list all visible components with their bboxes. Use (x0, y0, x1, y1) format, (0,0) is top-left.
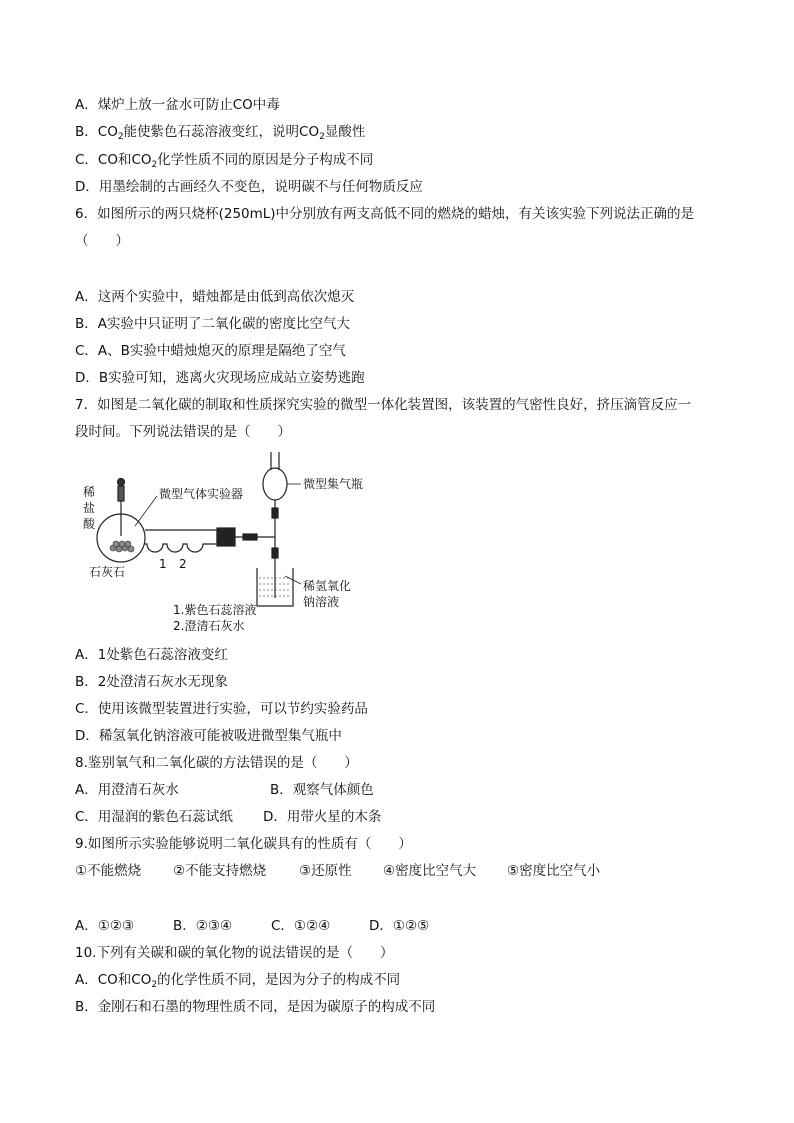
q9-option-a: A．①②③ (75, 918, 135, 934)
q9-prop-3: ③还原性 (299, 863, 352, 879)
q5-option-c: C．CO和$CO_2$化学性质不同的原因是分子构成不同 (75, 152, 374, 170)
q9-prop-1: ①不能燃烧 (75, 863, 142, 879)
q9-option-d: D．①②⑤ (369, 918, 430, 934)
q6-option-d: D．B实验可知，逃离火灾现场应成站立姿势逃跑 (75, 370, 365, 386)
device-label: 微型气体实验器 (159, 487, 244, 501)
flask-label: 微型集气瓶 (303, 477, 364, 491)
dropper-tube-icon (118, 486, 124, 501)
q8-option-b: B．观察气体颜色 (270, 782, 374, 798)
q7-option-d: D．稀氢氧化钠溶液可能被吸进微型集气瓶中 (75, 728, 342, 744)
dropper-bulb-icon (118, 479, 125, 486)
rubber-stopper-icon (217, 528, 235, 546)
q5-option-a: A．煤炉上放一盆水可防止CO中毒 (75, 97, 280, 113)
naoh-label-2: 钠溶液 (303, 595, 340, 609)
q5-option-b: B．$CO_2$能使紫色石蕊溶液变红，说明$CO_2$显酸性 (75, 124, 366, 142)
q8-option-c: C．用湿润的紫色石蕊试纸 (75, 809, 233, 825)
q9-option-b: B．②③④ (173, 918, 233, 934)
q8-options-row2 (75, 808, 381, 826)
q9-options-row (75, 917, 429, 935)
q6-stem-line1: 6．如图所示的两只烧杯(250mL)中分别放有两支高低不同的燃烧的蜡烛，有关该实验下列说法正确的是 (75, 206, 695, 222)
q9-properties-row (75, 862, 600, 880)
co2-apparatus-figure (75, 448, 375, 638)
naoh-label-1: 稀氢氧化 (303, 579, 352, 593)
q10-option-b: B．金刚石和石墨的物理性质不同，是因为碳原子的构成不同 (75, 999, 436, 1015)
q9-prop-2: ②不能支持燃烧 (173, 863, 267, 879)
position-2-label: 2 (179, 557, 187, 571)
q5-option-d: D．用墨绘制的古画经久不变色，说明碳不与任何物质反应 (75, 179, 423, 195)
legend-line-1: 1.紫色石蕊溶液 (173, 603, 257, 617)
q9-prop-5: ⑤密度比空气小 (507, 863, 601, 879)
acid-label-3: 酸 (83, 517, 96, 531)
q9-stem: 9.如图所示实验能够说明二氧化碳具有的性质有（ ） (75, 836, 412, 852)
q8-options-row1 (75, 781, 374, 799)
position-1-label: 1 (159, 557, 167, 571)
q7-stem-line1: 7．如图是二氧化碳的制取和性质探究实验的微型一体化装置图，该装置的气密性良好，挤压滴管反应一 (75, 397, 692, 413)
q7-option-b: B．2处澄清石灰水无现象 (75, 674, 228, 690)
q7-option-c: C．使用该微型装置进行实验，可以节约实验药品 (75, 701, 368, 717)
micro-gas-device-tube (145, 530, 217, 552)
q8-stem: 8.鉴别氧气和二氧化碳的方法错误的是（ ） (75, 755, 358, 771)
q9-prop-4: ④密度比空气大 (383, 863, 477, 879)
q10-stem: 10.下列有关碳和碳的氧化物的说法错误的是（ ） (75, 945, 394, 961)
micro-gas-bottle-icon (263, 468, 287, 500)
q7-stem-line2: 段时间。下列说法错误的是（ ） (75, 424, 291, 440)
q7-option-a: A．1处紫色石蕊溶液变红 (75, 647, 228, 663)
q6-option-a: A．这两个实验中，蜡烛都是由低到高依次熄灭 (75, 289, 355, 305)
q6-stem-line2: （ ） (75, 233, 129, 249)
q9-option-c: C．①②④ (271, 918, 331, 934)
q8-option-a: A．用澄清石灰水 (75, 782, 179, 798)
q8-option-d: D．用带火星的木条 (263, 809, 382, 825)
limestone-label: 石灰石 (89, 565, 126, 579)
q6-option-b: B．A实验中只证明了二氧化碳的密度比空气大 (75, 316, 350, 332)
q10-option-a: A．CO和$CO_2$的化学性质不同，是因为分子的构成不同 (75, 972, 401, 990)
acid-label-1: 稀 (83, 485, 96, 499)
q6-option-c: C．A、B实验中蜡烛熄灭的原理是隔绝了空气 (75, 343, 346, 359)
acid-label-2: 盐 (83, 501, 96, 515)
limestone-pieces-icon (110, 541, 134, 552)
legend-line-2: 2.澄清石灰水 (173, 619, 245, 633)
